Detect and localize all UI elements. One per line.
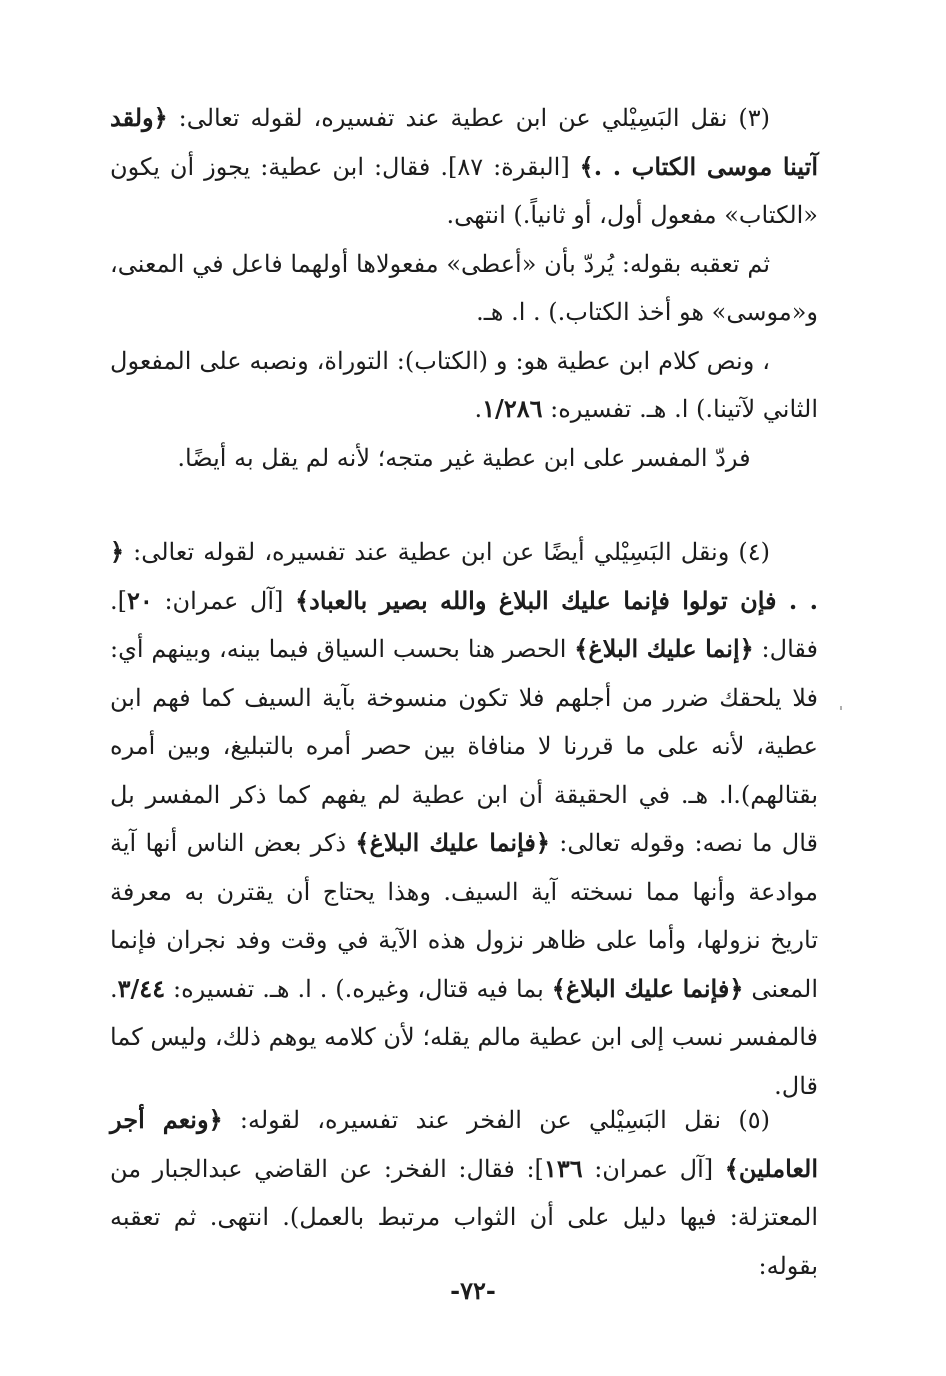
section-3-paragraph-3 <box>110 337 818 434</box>
section-5-fakhr-quote: ]: فقال: الفخر: عن القاضي عبدالجبار من المعتزلة: فيها دليل على أن الثواب مرتبط بالعمل). انتهى. ثم تعقبه بقوله: <box>110 1154 818 1280</box>
section-4-said-text: ]. فقال: <box>110 586 819 663</box>
footnote-section-4 <box>110 528 818 1110</box>
quran-verse-moses-book: ﴿ولقد آتينا موسى الكتاب . .﴾ <box>110 103 819 181</box>
section-5-surah-name: [آل عمران: <box>582 1154 725 1183</box>
section-4-intro-text: (٤) ونقل البَسِيْلي أيضًا عن ابن عطية عند تفسيره، لقوله تعالى: <box>124 538 770 566</box>
quran-verse-duty-to-convey: ﴿إنما عليك البلاغ﴾ <box>574 634 754 663</box>
quran-verse-duty-to-convey-2: ﴿فإنما عليك البلاغ﴾ <box>355 828 550 857</box>
quran-verse-reward-of-workers: ﴿ونعم أجر العاملين﴾ <box>110 1105 819 1183</box>
section-3-ibn-atiyya-text: ، ونص كلام ابن عطية هو: و (الكتاب): التوراة، ونصبه على المفعول الثاني لآتينا.) ا. هـ. تفسيره: <box>110 346 818 423</box>
section-3-paragraph-1 <box>110 94 818 240</box>
section-3-tafsir-reference: ١/٢٨٦ <box>482 394 543 423</box>
section-3-ibn-atiyya-quote: [البقرة: ٨٧]. فقال: ابن عطية: يجوز أن يكون «الكتاب» مفعول أول، أو ثانياً.) انتهى. <box>110 152 818 229</box>
scan-speck-mark <box>840 706 842 710</box>
section-4-argument-text: الحصر هنا بحسب السياق فيما بينه، وبينهم أي: فلا يلحقك ضرر من أجلهم فلا تكون منسوخة بآية السيف كما فهم ابن عطية، لأنه على ما قررنا لا منافاة بين حصر أمره بالتبليغ، وبين أمره بقتالهم).ا. هـ. في الحقيقة أن ابن عطية لم يفهم كما ذكر المفسر بل قال ما نصه: وقوله تعالى: <box>110 635 818 857</box>
section-4-verse-number: ٢٠ <box>127 585 153 615</box>
section-5-intro-text: (٥) نقل البَسِيْلي عن الفخر عند تفسيره، لقوله: <box>222 1106 770 1134</box>
section-4-combat-text: بما فيه قتال، وغيره.) . ا. هـ. تفسيره: <box>165 974 552 1003</box>
section-4-paragraph <box>110 528 818 1110</box>
section-4-surah-name: [آل عمران: <box>152 586 296 615</box>
section-4-tafsir-reference: ٣/٤٤ <box>117 973 166 1003</box>
quran-verse-if-they-turn-away: ﴿ . . فإن تولوا فإنما عليك البلاغ والله بصير بالعباد﴾ <box>110 537 819 615</box>
section-5-paragraph <box>110 1096 818 1290</box>
page-number: -٧٢- <box>450 1276 496 1305</box>
section-3-paragraph-2: ثم تعقبه بقوله: يُردّ بأن «أعطى» مفعولاها أولهما فاعل في المعنى، و«موسى» هو أخذ الكتاب.) . ا. هـ. <box>110 249 818 326</box>
section-5-verse-number: ١٣٦ <box>543 1153 583 1183</box>
section-3-intro-text: (٣) نقل البَسِيْلي عن ابن عطية عند تفسيره، لقوله تعالى: <box>167 104 770 132</box>
section-4-conclusion-text: . فالمفسر نسب إلى ابن عطية مالم يقله؛ لأن كلامه يوهم ذلك، وليس كما قال. <box>110 974 818 1100</box>
section-4-abrogation-text: ذكر بعض الناس أنها آية موادعة وأنها مما نسخته آية السيف. وهذا يحتاج أن يقترن به معرفة تاريخ نزولها، وأما على ظاهر نزول هذه الآية في وقت وفد نجران فإنما المعنى <box>110 829 818 1003</box>
footnote-section-3 <box>110 94 818 482</box>
quran-verse-duty-to-convey-3: ﴿فإنما عليك البلاغ﴾ <box>551 973 744 1003</box>
section-3-period: . <box>474 395 483 423</box>
section-3-conclusion: فردّ المفسر على ابن عطية غير متجه؛ لأنه لم يقل به أيضًا. <box>177 443 751 472</box>
footnote-section-5 <box>110 1096 818 1290</box>
